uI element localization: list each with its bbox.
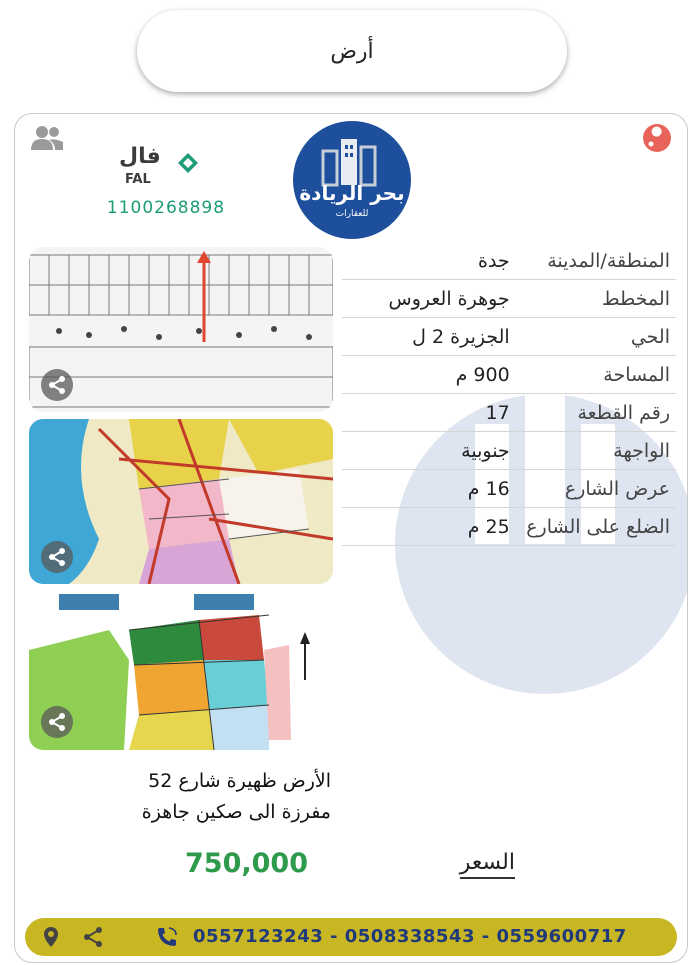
plan-map-image[interactable] (29, 247, 333, 412)
fal-logo-arabic: فال (119, 144, 161, 169)
detail-label: المنطقة/المدينة (516, 242, 676, 280)
phone-icon[interactable] (155, 925, 179, 949)
users-icon[interactable] (31, 124, 63, 152)
location-pin-icon[interactable] (39, 925, 63, 949)
detail-value: جنوبية (342, 432, 516, 470)
parcel-map-image[interactable] (29, 590, 333, 750)
listing-card (14, 113, 688, 963)
share-icon[interactable] (81, 925, 105, 949)
company-name: بحر الريادة (299, 181, 405, 205)
fal-logo-latin: FAL (125, 172, 151, 187)
detail-value: الجزيرة 2 ل (342, 318, 516, 356)
detail-label: عرض الشارع (516, 470, 676, 508)
price-value: 750,000 (185, 848, 308, 879)
district-map-image[interactable] (29, 419, 333, 584)
table-row (342, 280, 676, 318)
detail-value: جوهرة العروس (342, 280, 516, 318)
fal-license-number: 1100268898 (106, 198, 226, 218)
contact-bar (25, 918, 677, 956)
description-line: مفرزة الى صكين جاهزة (141, 801, 331, 823)
price-row (185, 844, 515, 886)
table-row (342, 508, 676, 546)
company-logo (293, 121, 411, 239)
detail-label: المخطط (516, 280, 676, 318)
detail-value: 17 (342, 394, 516, 432)
table-row (342, 470, 676, 508)
share-icon[interactable] (41, 541, 73, 573)
detail-label: المساحة (516, 356, 676, 394)
listing-description (75, 766, 331, 828)
share-icon[interactable] (41, 369, 73, 401)
price-label: السعر (460, 850, 515, 879)
detail-value: 900 م (342, 356, 516, 394)
detail-value: 25 م (342, 508, 516, 546)
buildings-icon (293, 121, 411, 239)
detail-label: الحي (516, 318, 676, 356)
table-row (342, 318, 676, 356)
table-row (342, 356, 676, 394)
table-row (342, 432, 676, 470)
detail-label: الضلع على الشارع (516, 508, 676, 546)
detail-label: رقم القطعة (516, 394, 676, 432)
wrench-icon[interactable] (643, 124, 671, 152)
page-title-pill (137, 10, 567, 92)
company-subtitle: للعقارات (335, 209, 369, 219)
table-row (342, 394, 676, 432)
table-row (342, 242, 676, 280)
detail-value: جدة (342, 242, 516, 280)
page-title: أرض (330, 38, 374, 64)
details-table (342, 242, 676, 546)
share-icon[interactable] (41, 706, 73, 738)
description-line: الأرض ظهيرة شارع 52 (148, 770, 331, 792)
fal-diamond-icon (177, 152, 199, 174)
contact-phones[interactable]: 0557123243 - 0508338543 - 0559600717 (193, 926, 627, 947)
detail-value: 16 م (342, 470, 516, 508)
detail-label: الواجهة (516, 432, 676, 470)
